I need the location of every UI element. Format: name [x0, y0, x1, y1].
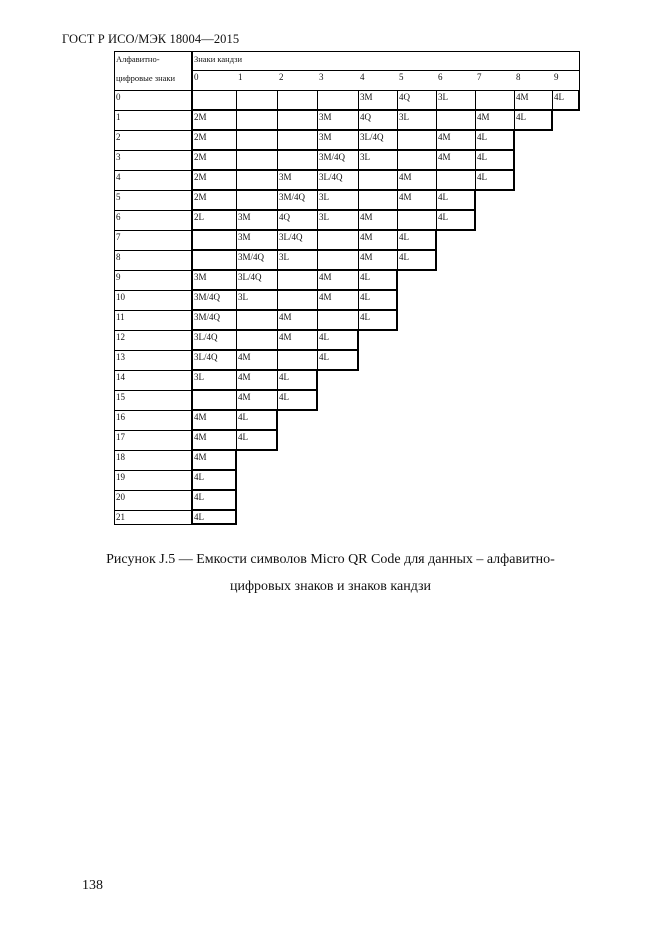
staircase-edge: [276, 410, 278, 431]
table-border: [579, 51, 580, 90]
grid-line: [397, 130, 398, 150]
row-label: 21: [116, 512, 125, 522]
table-cell: 2M: [194, 192, 207, 202]
grid-line: [236, 370, 237, 390]
grid-line: [358, 130, 359, 150]
grid-line: [317, 190, 318, 210]
grid-line: [475, 150, 476, 170]
grid-line: [397, 170, 398, 190]
col-label: 3: [319, 72, 324, 82]
grid-line: [236, 190, 237, 210]
table-cell: [236, 110, 277, 130]
col-label: 8: [516, 72, 521, 82]
grid-line: [397, 210, 398, 230]
table-cell: 4L: [279, 392, 289, 402]
grid-line: [317, 250, 318, 270]
table-cell: [475, 90, 514, 110]
table-cell: 3M: [319, 112, 332, 122]
table-cell: 2M: [194, 172, 207, 182]
table-cell: [277, 150, 317, 170]
grid-line: [236, 290, 237, 310]
table-cell: 3M: [238, 212, 251, 222]
row-label: 0: [116, 92, 121, 102]
table-cell: 4L: [360, 312, 370, 322]
table-cell: [236, 150, 277, 170]
table-cell: 4L: [477, 132, 487, 142]
grid-line: [236, 90, 237, 110]
table-cell: [277, 290, 317, 310]
table-cell: [277, 270, 317, 290]
staircase-edge: [192, 509, 236, 511]
staircase-edge: [396, 310, 398, 331]
grid-line: [436, 170, 437, 190]
table-cell: 4M: [399, 192, 412, 202]
grid-line: [317, 110, 318, 130]
grid-line: [514, 110, 515, 130]
table-cell: [317, 230, 358, 250]
row-label: 8: [116, 252, 121, 262]
table-cell: 4M: [194, 452, 207, 462]
grid-line: [317, 230, 318, 250]
col-label: 9: [554, 72, 559, 82]
grid-line: [397, 110, 398, 130]
staircase-edge: [192, 469, 236, 471]
grid-line: [236, 310, 237, 330]
table-cell: 4M: [319, 272, 332, 282]
grid-line: [191, 51, 193, 524]
staircase-edge: [192, 523, 236, 525]
grid-line: [277, 370, 278, 390]
table-cell: [236, 90, 277, 110]
col-label: 0: [194, 72, 199, 82]
grid-line: [475, 130, 476, 150]
table-cell: 4L: [399, 232, 409, 242]
grid-line: [236, 330, 237, 350]
table-border: [114, 51, 579, 52]
table-cell: 3M/4Q: [194, 312, 221, 322]
row-label: 3: [116, 152, 121, 162]
table-cell: 4L: [238, 432, 248, 442]
table-cell: 4M: [438, 132, 451, 142]
staircase-edge: [192, 209, 475, 211]
table-cell: 3L: [238, 292, 248, 302]
grid-line: [236, 410, 237, 430]
col-label: 1: [238, 72, 243, 82]
table-cell: 2M: [194, 152, 207, 162]
table-cell: [277, 90, 317, 110]
row-label: 15: [116, 392, 125, 402]
staircase-edge: [396, 290, 398, 311]
table-cell: 3M: [238, 232, 251, 242]
table-cell: [358, 190, 397, 210]
row-label: 11: [116, 312, 125, 322]
table-cell: 3L/4Q: [319, 172, 343, 182]
staircase-edge: [192, 149, 514, 151]
staircase-edge: [357, 330, 359, 351]
grid-line: [236, 250, 237, 270]
grid-line: [236, 390, 237, 410]
staircase-edge: [192, 389, 317, 391]
row-label: 19: [116, 472, 125, 482]
col-label: 7: [477, 72, 482, 82]
grid-line: [358, 250, 359, 270]
staircase-edge: [474, 190, 476, 211]
table-cell: 3L: [360, 152, 370, 162]
row-label: 2: [116, 132, 121, 142]
table-cell: 2M: [194, 112, 207, 122]
grid-line: [358, 150, 359, 170]
staircase-edge: [192, 189, 514, 191]
staircase-edge: [192, 369, 358, 371]
row-label: 16: [116, 412, 125, 422]
table-cell: 4L: [238, 412, 248, 422]
grid-line: [397, 90, 398, 110]
grid-line: [277, 170, 278, 190]
grid-line: [475, 110, 476, 130]
table-cell: [436, 170, 475, 190]
table-cell: 4M: [279, 312, 292, 322]
grid-line: [317, 90, 318, 110]
table-cell: 4L: [399, 252, 409, 262]
table-cell: 4L: [438, 192, 448, 202]
table-cell: 3M/4Q: [194, 292, 221, 302]
table-cell: [236, 310, 277, 330]
table-cell: 3L: [438, 92, 448, 102]
grid-line: [397, 190, 398, 210]
table-cell: [277, 350, 317, 370]
grid-line: [552, 90, 553, 110]
staircase-edge: [192, 429, 277, 431]
col-label: 2: [279, 72, 284, 82]
staircase-edge: [192, 249, 436, 251]
table-cell: 4L: [319, 352, 329, 362]
grid-line: [114, 90, 579, 91]
grid-line: [317, 130, 318, 150]
figure-caption-line-1: Рисунок J.5 — Емкости символов Micro QR Code для данных – алфавитно-: [106, 552, 555, 567]
staircase-edge: [192, 109, 579, 111]
grid-line: [436, 90, 437, 110]
table-cell: [277, 130, 317, 150]
figure-caption-line-2: цифровых знаков и знаков кандзи: [229, 579, 432, 594]
grid-line: [436, 190, 437, 210]
grid-line: [277, 250, 278, 270]
table-cell: [236, 130, 277, 150]
grid-line: [358, 270, 359, 290]
row-label: 1: [116, 112, 121, 122]
grid-line: [277, 350, 278, 370]
staircase-edge: [435, 230, 437, 251]
table-cell: 3M: [194, 272, 207, 282]
table-cell: 4M: [238, 392, 251, 402]
grid-line: [317, 210, 318, 230]
staircase-edge: [513, 170, 515, 191]
row-label: 5: [116, 192, 121, 202]
grid-line: [358, 190, 359, 210]
row-label: 6: [116, 212, 121, 222]
page-number: 138: [82, 878, 103, 893]
staircase-edge: [513, 130, 515, 151]
row-label: 9: [116, 272, 121, 282]
grid-line: [236, 130, 237, 150]
grid-line: [236, 210, 237, 230]
col-label: 4: [360, 72, 365, 82]
table-cell: 3L: [194, 372, 204, 382]
col-label: 6: [438, 72, 443, 82]
row-label: 13: [116, 352, 125, 362]
staircase-edge: [192, 349, 358, 351]
grid-line: [436, 110, 437, 130]
table-cell: 4M: [194, 432, 207, 442]
staircase-edge: [235, 450, 237, 471]
table-cell: 4M: [516, 92, 529, 102]
staircase-edge: [551, 110, 553, 131]
row-header-title: Алфавитно-: [116, 54, 160, 64]
table-cell: 4M: [399, 172, 412, 182]
grid-line: [236, 230, 237, 250]
staircase-edge: [474, 210, 476, 231]
grid-line: [277, 130, 278, 150]
staircase-edge: [316, 390, 318, 411]
grid-line: [436, 210, 437, 230]
row-label: 10: [116, 292, 125, 302]
table-cell: 4L: [360, 272, 370, 282]
staircase-edge: [192, 329, 397, 331]
table-cell: 4L: [360, 292, 370, 302]
table-cell: [192, 230, 236, 250]
row-label: 4: [116, 172, 121, 182]
table-cell: 4L: [319, 332, 329, 342]
grid-line: [358, 170, 359, 190]
table-cell: [397, 210, 436, 230]
grid-line: [358, 90, 359, 110]
table-cell: 4Q: [360, 112, 371, 122]
staircase-edge: [357, 350, 359, 371]
grid-line: [317, 350, 318, 370]
table-cell: 3M/4Q: [319, 152, 346, 162]
table-cell: 3L/4Q: [279, 232, 303, 242]
table-cell: 4M: [360, 252, 373, 262]
table-cell: 4L: [477, 152, 487, 162]
grid-line: [358, 210, 359, 230]
table-cell: 2M: [194, 132, 207, 142]
table-cell: 3L/4Q: [194, 352, 218, 362]
staircase-edge: [192, 309, 397, 311]
staircase-edge: [235, 490, 237, 511]
row-label: 18: [116, 452, 125, 462]
staircase-edge: [192, 229, 475, 231]
grid-line: [317, 270, 318, 290]
table-cell: 4M: [360, 212, 373, 222]
grid-line: [358, 310, 359, 330]
grid-line: [358, 110, 359, 130]
table-cell: 3L: [319, 192, 329, 202]
grid-line: [317, 290, 318, 310]
grid-line: [277, 310, 278, 330]
staircase-edge: [316, 370, 318, 391]
grid-line: [236, 270, 237, 290]
table-cell: [192, 390, 236, 410]
table-cell: [358, 170, 397, 190]
grid-line: [397, 250, 398, 270]
grid-line: [192, 70, 579, 71]
table-cell: 4Q: [279, 212, 290, 222]
staircase-edge: [192, 409, 317, 411]
table-cell: 4M: [238, 372, 251, 382]
table-cell: 3L: [399, 112, 409, 122]
table-cell: 4L: [194, 512, 204, 522]
grid-line: [475, 90, 476, 110]
staircase-edge: [578, 90, 580, 111]
grid-line: [277, 290, 278, 310]
table-cell: [397, 130, 436, 150]
staircase-edge: [192, 489, 236, 491]
table-cell: 3L/4Q: [360, 132, 384, 142]
grid-line: [317, 150, 318, 170]
table-cell: [317, 250, 358, 270]
table-cell: 4L: [194, 492, 204, 502]
table-cell: 4M: [319, 292, 332, 302]
table-cell: 3L/4Q: [238, 272, 262, 282]
table-cell: 4M: [279, 332, 292, 342]
table-cell: 4L: [194, 472, 204, 482]
staircase-edge: [192, 269, 436, 271]
col-label: 5: [399, 72, 404, 82]
table-cell: [277, 110, 317, 130]
grid-line: [317, 170, 318, 190]
grid-line: [397, 150, 398, 170]
row-label: 20: [116, 492, 125, 502]
table-cell: 4L: [279, 372, 289, 382]
grid-line: [436, 130, 437, 150]
table-cell: 3M: [360, 92, 373, 102]
col-header-title: Знаки кандзи: [194, 54, 243, 64]
grid-line: [236, 110, 237, 130]
table-cell: 4M: [360, 232, 373, 242]
staircase-edge: [192, 129, 552, 131]
table-cell: [317, 310, 358, 330]
table-cell: [317, 90, 358, 110]
grid-line: [236, 150, 237, 170]
table-cell: 4L: [477, 172, 487, 182]
staircase-edge: [235, 470, 237, 491]
staircase-edge: [435, 250, 437, 271]
table-cell: [436, 110, 475, 130]
staircase-edge: [276, 430, 278, 451]
grid-line: [277, 330, 278, 350]
grid-line: [436, 150, 437, 170]
grid-line: [277, 390, 278, 410]
grid-line: [236, 170, 237, 190]
grid-line: [317, 310, 318, 330]
table-cell: 4M: [238, 352, 251, 362]
table-cell: [236, 190, 277, 210]
table-cell: 3L: [319, 212, 329, 222]
table-cell: 3L: [279, 252, 289, 262]
row-label: 17: [116, 432, 125, 442]
grid-line: [317, 330, 318, 350]
table-cell: 3M/4Q: [238, 252, 265, 262]
staircase-edge: [513, 150, 515, 171]
grid-line: [277, 110, 278, 130]
row-label: 14: [116, 372, 125, 382]
table-cell: 3L/4Q: [194, 332, 218, 342]
staircase-edge: [396, 270, 398, 291]
table-cell: 4M: [438, 152, 451, 162]
grid-line: [277, 230, 278, 250]
table-cell: [236, 170, 277, 190]
table-border: [114, 51, 115, 524]
table-cell: 3M/4Q: [279, 192, 306, 202]
table-cell: [397, 150, 436, 170]
grid-line: [277, 90, 278, 110]
staircase-edge: [192, 169, 514, 171]
grid-line: [236, 350, 237, 370]
grid-line: [358, 290, 359, 310]
row-label: 7: [116, 232, 121, 242]
table-cell: 4M: [477, 112, 490, 122]
table-cell: 4M: [194, 412, 207, 422]
grid-line: [277, 210, 278, 230]
grid-line: [397, 230, 398, 250]
table-cell: [192, 250, 236, 270]
table-cell: 4Q: [399, 92, 410, 102]
table-cell: 3M: [319, 132, 332, 142]
grid-line: [358, 230, 359, 250]
table-cell: 4L: [554, 92, 564, 102]
table-cell: 3M: [279, 172, 292, 182]
staircase-edge: [192, 289, 397, 291]
table-cell: 2L: [194, 212, 204, 222]
grid-line: [236, 430, 237, 450]
document-header: ГОСТ Р ИСО/МЭК 18004—2015: [62, 32, 240, 46]
table-cell: 4L: [438, 212, 448, 222]
row-header-title-2: цифровые знаки: [116, 73, 176, 83]
table-cell: [192, 90, 236, 110]
grid-line: [277, 270, 278, 290]
table-cell: 4L: [516, 112, 526, 122]
row-label: 12: [116, 332, 125, 342]
grid-line: [475, 170, 476, 190]
grid-line: [277, 150, 278, 170]
grid-line: [514, 90, 515, 110]
table-cell: [236, 330, 277, 350]
grid-line: [277, 190, 278, 210]
